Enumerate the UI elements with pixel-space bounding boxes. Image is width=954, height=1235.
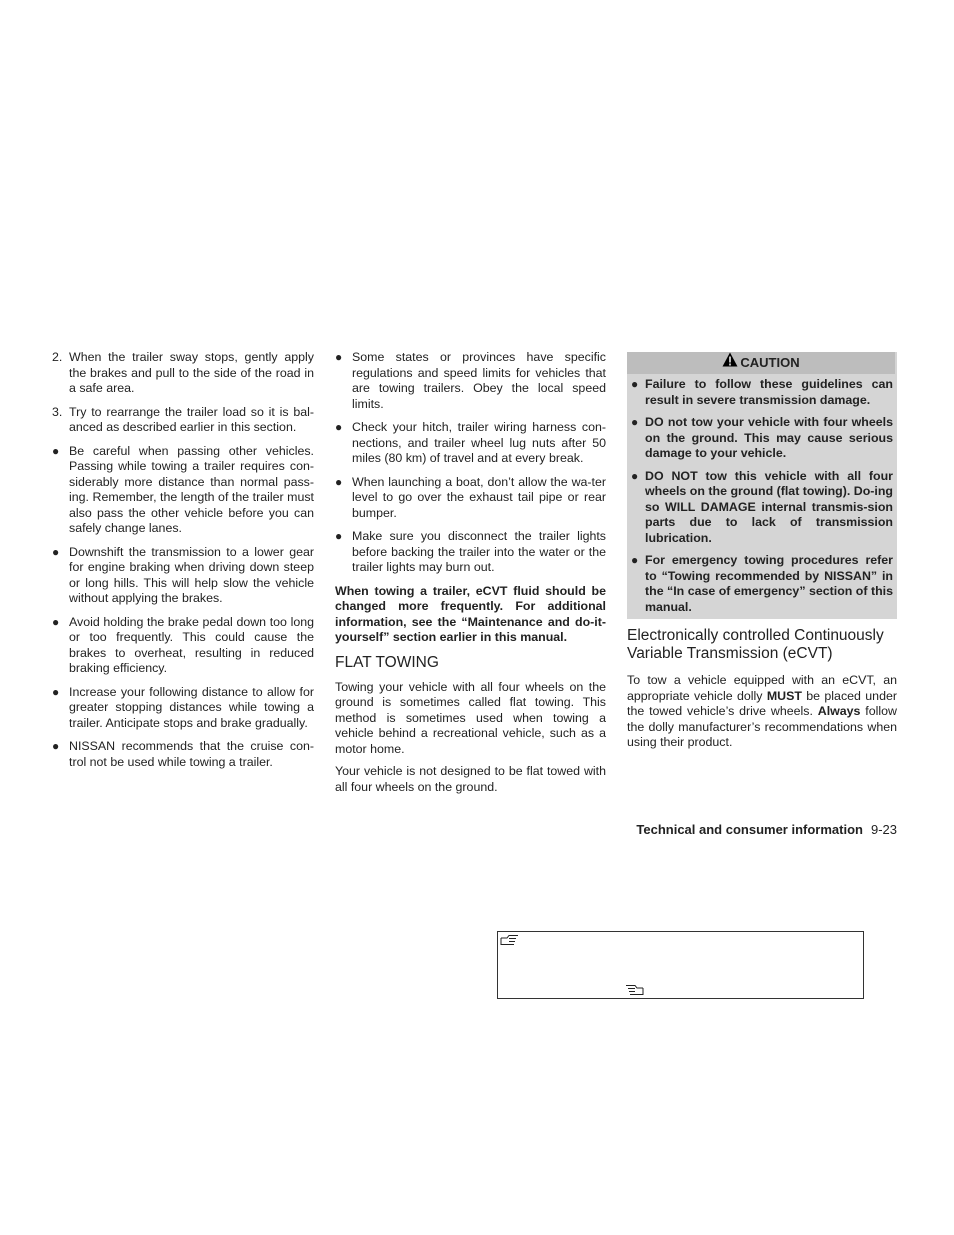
caution-item-text: DO NOT tow this vehicle with all four wheels on the ground (flat towing). Do-ing so WILL DAMAGE internal transmis-sion parts due to lack of transmission lubrication. bbox=[645, 468, 893, 545]
list-item bbox=[52, 545, 314, 607]
list-item-text: When the trailer sway stops, gently apply the brakes and pull to the side of the road in a safe area. bbox=[69, 350, 314, 395]
list-item bbox=[335, 475, 606, 522]
list-item-text: Some states or provinces have specific regulations and speed limits for vehicles that are towing trailers. Obey the local speed limits. bbox=[352, 350, 606, 411]
list-item-text: Avoid holding the brake pedal down too long or too frequently. This could cause the brakes to overheat, resulting in reduced braking efficiency. bbox=[69, 614, 314, 675]
bullet-marker: ● bbox=[52, 739, 60, 753]
caution-item-text: For emergency towing procedures refer to “Towing recommended by NISSAN” in the “In case of emergency” section of this manual. bbox=[645, 553, 893, 614]
bullet-marker: ● bbox=[335, 350, 343, 364]
caution-item bbox=[631, 377, 893, 408]
emphasis-always: Always bbox=[817, 704, 861, 718]
sub-heading: Electronically controlled Continuously Variable Transmission (eCVT) bbox=[627, 627, 884, 662]
caution-item bbox=[631, 415, 893, 462]
paragraph: Your vehicle is not designed to be flat towed with all four wheels on the ground. bbox=[335, 764, 606, 794]
list-item-text: Make sure you disconnect the trailer lights before backing the trailer into the water or the trailer lights may burn out. bbox=[352, 529, 606, 574]
list-item bbox=[335, 350, 606, 412]
section-name: Technical and consumer information bbox=[636, 822, 863, 837]
list-item bbox=[335, 529, 606, 576]
list-marker: 3. bbox=[52, 404, 63, 419]
caution-title bbox=[627, 352, 895, 374]
page-footer bbox=[560, 822, 897, 838]
list-item bbox=[52, 615, 314, 677]
list-item-text: Be careful when passing other vehicles. Passing while towing a trailer requires con-siderably more distance than normal pass-ing. Remember, the length of the trailer must also pass the other vehicle before you can safely change lanes. bbox=[69, 443, 314, 535]
list-item bbox=[52, 739, 314, 770]
paragraph-text: To tow a vehicle equipped with an eCVT, an appropriate vehicle dolly bbox=[627, 673, 897, 703]
bullet-marker: ● bbox=[631, 415, 639, 429]
paragraph: Towing your vehicle with all four wheels on the ground is sometimes called flat towing. This method is sometimes used when towing a vehicle behind a recreational vehicle, such as a motor home. bbox=[335, 679, 606, 756]
bullet-marker: ● bbox=[631, 468, 639, 483]
middle-column bbox=[335, 350, 606, 802]
page-number: 9-23 bbox=[870, 822, 897, 837]
paragraph-text: follow the dolly manufacturer’s recommendations when using their product. bbox=[627, 704, 897, 749]
bullet-marker: ● bbox=[631, 377, 639, 391]
list-item bbox=[52, 444, 314, 537]
left-column bbox=[52, 350, 314, 778]
bullet-marker: ● bbox=[335, 474, 343, 489]
caution-box bbox=[627, 352, 897, 619]
caution-item-text: DO not tow your vehicle with four wheels on the ground. This may cause serious damage to your vehicle. bbox=[645, 415, 893, 460]
caution-label: CAUTION bbox=[740, 355, 800, 370]
list-marker: 2. bbox=[52, 350, 63, 364]
paragraph-text: be placed under the towed vehicle’s drive wheels. bbox=[627, 688, 897, 718]
note-box bbox=[497, 931, 864, 999]
list-item bbox=[52, 685, 314, 732]
bullet-marker: ● bbox=[52, 443, 60, 458]
bullet-marker: ● bbox=[335, 420, 343, 434]
bullet-marker: ● bbox=[52, 614, 60, 629]
paragraph bbox=[627, 673, 897, 751]
list-item-text: Downshift the transmission to a lower gear for engine braking when driving down steep or long hills. This will help slow the vehicle without applying the brakes. bbox=[69, 544, 314, 605]
list-item bbox=[52, 350, 314, 397]
pointing-hand-right-icon bbox=[500, 934, 520, 952]
bullet-marker: ● bbox=[52, 544, 60, 559]
caution-item bbox=[631, 469, 893, 547]
list-item-text: NISSAN recommends that the cruise con-trol not be used while towing a trailer. bbox=[69, 739, 314, 769]
list-item-text: Try to rearrange the trailer load so it is bal-anced as described earlier in this section. bbox=[69, 404, 314, 434]
warning-triangle-icon bbox=[722, 352, 738, 374]
right-column bbox=[627, 350, 897, 758]
pointing-hand-left-icon bbox=[624, 984, 644, 1002]
list-item-text: Increase your following distance to allow for greater stopping distances while towing a trailer. Anticipate stops and brake gradually. bbox=[69, 684, 314, 730]
caution-item bbox=[631, 553, 893, 615]
section-heading: FLAT TOWING bbox=[335, 653, 439, 671]
list-item bbox=[335, 420, 606, 467]
bold-note: When towing a trailer, eCVT fluid should be changed more frequently. For additional information, see the “Maintenance and do-it-yourself” section earlier in this manual. bbox=[335, 583, 606, 644]
list-item bbox=[52, 405, 314, 436]
bullet-marker: ● bbox=[52, 684, 60, 699]
list-item-text: Check your hitch, trailer wiring harness con-nections, and trailer wheel lug nuts after 50 miles (80 km) of travel and at every break. bbox=[352, 420, 606, 465]
emphasis-must: MUST bbox=[766, 688, 802, 703]
caution-item-text: Failure to follow these guidelines can result in severe transmission damage. bbox=[645, 377, 893, 407]
bullet-marker: ● bbox=[335, 529, 343, 543]
bullet-marker: ● bbox=[631, 553, 639, 567]
list-item-text: When launching a boat, don’t allow the wa-ter level to go over the exhaust tail pipe or rear bumper. bbox=[352, 474, 606, 520]
